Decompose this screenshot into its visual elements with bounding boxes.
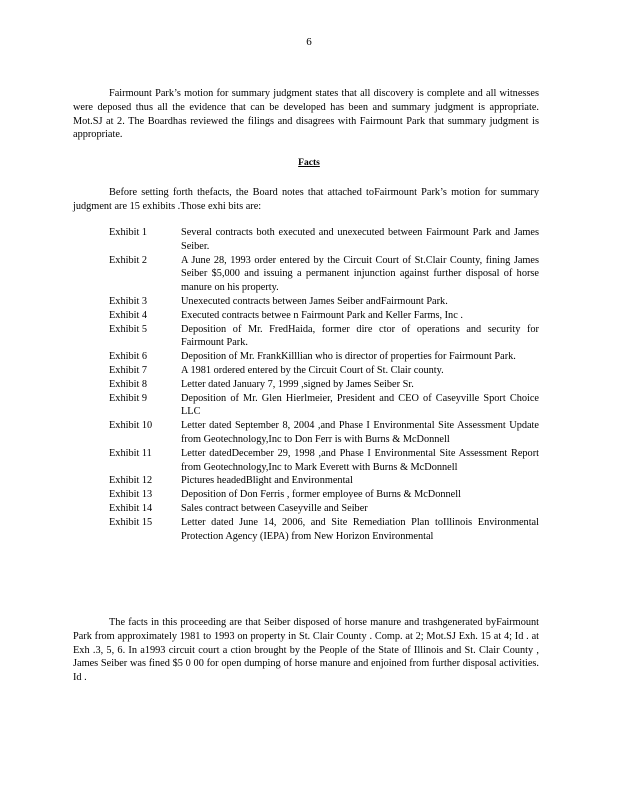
exhibit-label: Exhibit 11 xyxy=(109,447,152,459)
exhibit-item xyxy=(109,488,539,502)
facts-heading: Facts xyxy=(298,158,320,168)
exhibit-description: Letter dated September 8, 2004 ,and Phase I Environmental Site Assessment Update from Geotechnology,Inc to Don Ferr is with Burns & McDonnell xyxy=(181,420,539,445)
exhibit-item xyxy=(109,378,539,392)
paragraph-text: Fairmount Park’s motion for summary judgment states that all discovery is complete and all witnesses were deposed thus all the evidence that can be developed has been and summary judgment is appropriate. Mot.SJ at 2. The Boardhas reviewed the filings and disagrees with Fairmount Park that summary judgment is appropriate. xyxy=(73,88,539,141)
exhibit-item xyxy=(109,447,539,475)
exhibit-item xyxy=(109,254,539,295)
exhibit-item xyxy=(109,364,539,378)
exhibit-label: Exhibit 3 xyxy=(109,295,148,307)
exhibit-description: Letter datedDecember 29, 1998 ,and Phase I Environmental Site Assessment Report from Geotechnology,Inc to Mark Everett with Burns & McDonnell xyxy=(181,447,539,473)
exhibit-label: Exhibit 15 xyxy=(109,516,153,528)
exhibit-item xyxy=(109,419,539,447)
exhibit-label: Exhibit 14 xyxy=(109,502,153,514)
exhibit-item xyxy=(109,502,539,516)
exhibit-list xyxy=(109,226,539,543)
exhibit-description: Executed contracts betwee n Fairmount Park and Keller Farms, Inc . xyxy=(181,309,463,321)
exhibit-description: Deposition of Mr. FredHaida, former dire ctor of operations and security for Fairmount Park. xyxy=(181,323,539,349)
exhibit-item xyxy=(109,226,539,254)
exhibit-description: Pictures headedBlight and Environmental xyxy=(181,475,353,487)
exhibit-label: Exhibit 8 xyxy=(109,378,148,390)
paragraph-text: The facts in this proceeding are that Seiber disposed of horse manure and trashgenerated byFairmount Park from approximately 1981 to 1993 on property in St. Clair County . Comp. at 2; Mot.SJ Exh. 15 at 4; Id . at Exh .3, 5, 6. In a1993 circuit court a ction brought by the People of the State of Illinois and St. Clair County , James Seiber was fined $5 0 00 for open dumping of horse manure and enjoined from further disposal activities. Id . xyxy=(73,617,539,684)
exhibit-description: Unexecuted contracts between James Seiber andFairmount Park. xyxy=(181,295,448,307)
exhibit-label: Exhibit 2 xyxy=(109,254,148,266)
exhibit-item xyxy=(109,392,539,420)
paragraph-exhibits-intro xyxy=(73,186,539,214)
paragraph-facts xyxy=(73,616,539,685)
exhibit-item xyxy=(109,350,539,364)
exhibit-description: Deposition of Mr. FrankKilllian who is director of properties for Fairmount Park. xyxy=(181,351,516,363)
exhibit-description: Letter dated January 7, 1999 ,signed by James Seiber Sr. xyxy=(181,378,414,390)
exhibit-description: A 1981 ordered entered by the Circuit Court of St. Clair county. xyxy=(181,364,444,376)
exhibit-description: Letter dated June 14, 2006, and Site Remediation Plan toIllinois Environmental Protection Agency (IEPA) from New Horizon Environmental xyxy=(181,516,539,542)
exhibit-label: Exhibit 4 xyxy=(109,309,148,321)
exhibit-item xyxy=(109,323,539,351)
exhibit-label: Exhibit 6 xyxy=(109,351,148,363)
exhibit-item xyxy=(109,295,539,309)
exhibit-label: Exhibit 12 xyxy=(109,475,153,487)
exhibit-label: Exhibit 9 xyxy=(109,392,148,404)
exhibit-description: Deposition of Mr. Glen Hierlmeier, President and CEO of Caseyville Sport Choice LLC xyxy=(181,392,539,418)
exhibit-item xyxy=(109,309,539,323)
exhibit-label: Exhibit 13 xyxy=(109,489,153,501)
exhibit-description: A June 28, 1993 order entered by the Circuit Court of St.Clair County, fining James Seiber $5,000 and issuing a permanent injunction against further disposal of horse manure on his property. xyxy=(181,254,539,294)
paragraph-text: Before setting forth thefacts, the Board notes that attached toFairmount Park’s motion for summary judgment are 15 exhibits .Those exhi bits are: xyxy=(73,187,539,212)
exhibit-label: Exhibit 5 xyxy=(109,323,148,335)
exhibit-label: Exhibit 7 xyxy=(109,364,148,376)
exhibit-description: Sales contract between Caseyville and Seiber xyxy=(181,502,368,514)
exhibit-item xyxy=(109,516,539,544)
exhibit-description: Several contracts both executed and unexecuted between Fairmount Park and James Seiber. xyxy=(181,227,539,252)
paragraph-motion-summary xyxy=(73,87,539,142)
exhibit-item xyxy=(109,474,539,488)
exhibit-label: Exhibit 1 xyxy=(109,227,148,238)
exhibit-description: Deposition of Don Ferris , former employee of Burns & McDonnell xyxy=(181,489,461,501)
page-number: 6 xyxy=(306,36,312,48)
exhibit-label: Exhibit 10 xyxy=(109,420,153,432)
